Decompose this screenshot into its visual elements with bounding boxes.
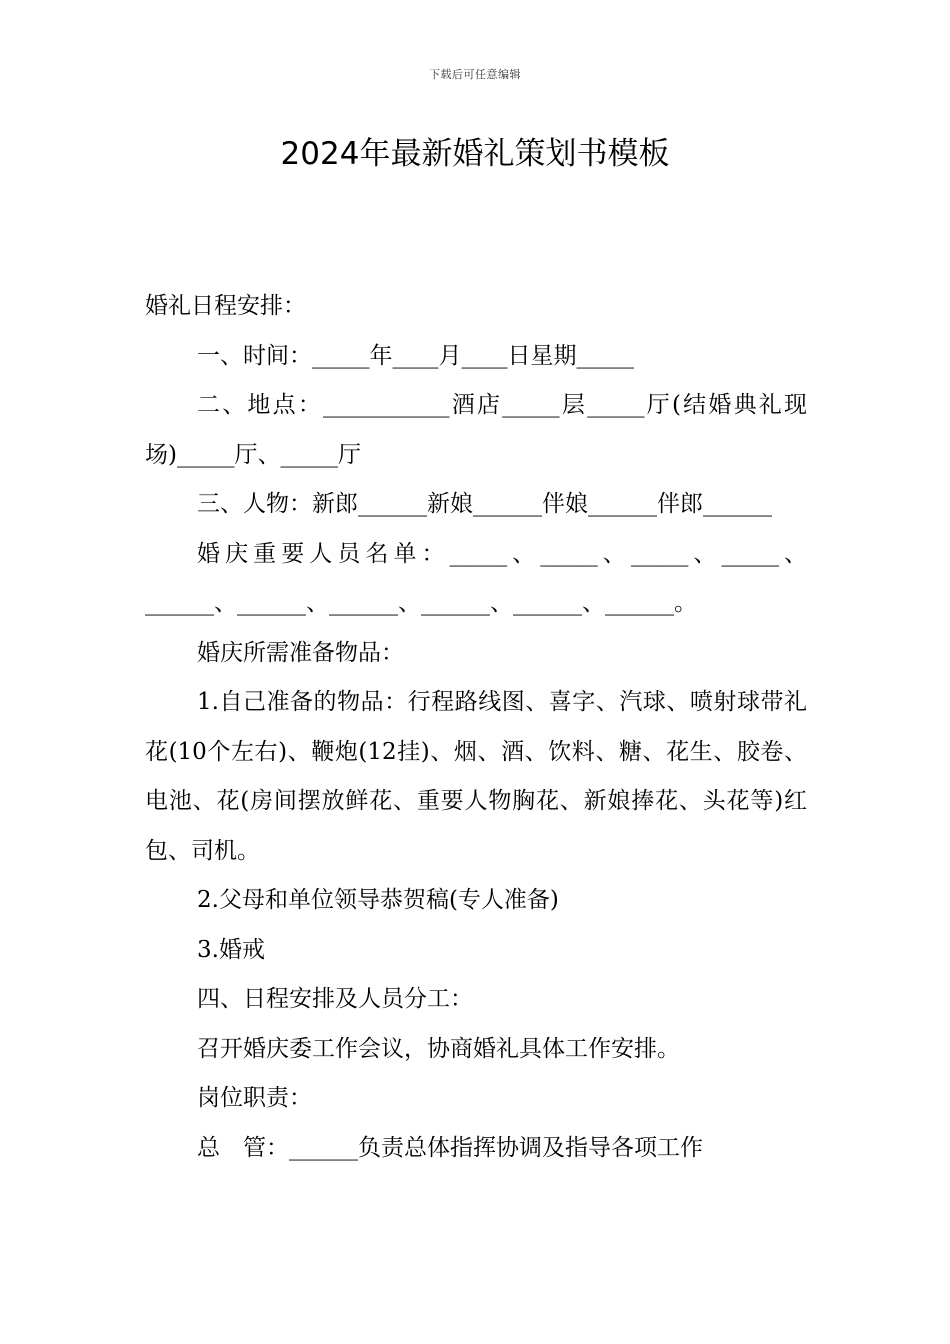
paragraph-items-rings: 3.婚戒	[197, 936, 265, 963]
paragraph-duties-heading: 岗位职责：	[197, 1085, 312, 1111]
paragraph-meeting: 召开婚庆委工作会议，协商婚礼具体工作安排。	[197, 1035, 680, 1062]
paragraph-division-heading: 四、日程安排及人员分工：	[197, 986, 473, 1012]
paragraph-schedule-heading: 婚礼日程安排：	[145, 293, 306, 319]
paragraph-key-staff-list: 婚庆重要人员名单：_____、_____、_____、_____、______、______、______、______、______、______。	[145, 540, 807, 616]
paragraph-general-manager: 总 管：______负责总体指挥协调及指导各项工作	[197, 1134, 703, 1161]
paragraph-items-self: 1.自己准备的物品：行程路线图、喜字、汽球、喷射球带礼花(10个左右)、鞭炮(12挂)、烟、酒、饮料、糖、花生、胶卷、电池、花(房间摆放鲜花、重要人物胸花、新娘捧花、头花等)红包、司机。	[145, 689, 807, 864]
paragraph-people: 三、人物：新郎______新娘______伴娘______伴郎______	[197, 491, 772, 517]
paragraph-location: 二、地点：___________酒店_____层_____厅(结婚典礼现场)_____厅、_____厅	[145, 392, 807, 468]
paragraph-time: 一、时间：_____年____月____日星期_____	[197, 342, 634, 369]
header-note: 下载后可任意编辑	[429, 68, 521, 81]
paragraph-items-heading: 婚庆所需准备物品：	[197, 639, 404, 666]
document-title: 2024年最新婚礼策划书模板	[280, 136, 670, 172]
paragraph-items-speech: 2.父母和单位领导恭贺稿(专人准备)	[197, 887, 559, 913]
document-body	[145, 282, 807, 1173]
